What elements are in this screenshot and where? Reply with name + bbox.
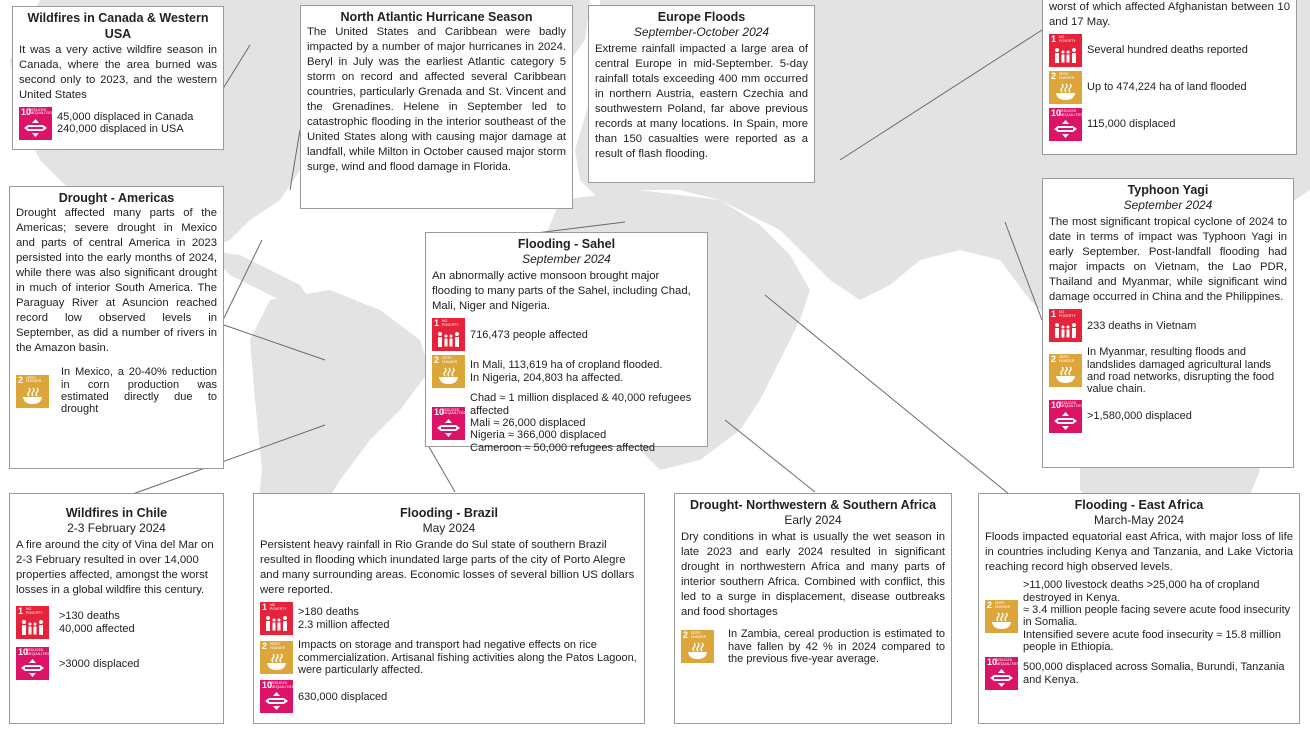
impact-row bbox=[985, 579, 1293, 653]
event-title: Europe Floods bbox=[657, 10, 746, 24]
impact-row bbox=[1049, 71, 1290, 104]
equality-arrows-icon: 10 REDUCED INEQUALITIES bbox=[260, 680, 293, 713]
impact-text: 630,000 displaced bbox=[298, 690, 388, 703]
event-description: An abnormally active monsoon brought major flooding to many parts of the Sahel, including Chad, Mali, Niger and Nigeria. bbox=[432, 270, 691, 313]
impact-text: >130 deaths 40,000 affected bbox=[59, 610, 135, 635]
bowl-icon: 2 ZERO HUNGER bbox=[260, 641, 293, 674]
event-description: It was a very active wildfire season in Canada, where the area burned was second only to 2023, and the western United States bbox=[19, 43, 217, 101]
impact-row bbox=[432, 355, 701, 388]
leader-east-africa bbox=[765, 295, 1010, 495]
impact-row bbox=[19, 107, 217, 140]
impact-row bbox=[16, 606, 217, 639]
impact-text: >3000 displaced bbox=[59, 657, 140, 670]
event-date: September 2024 bbox=[522, 252, 611, 267]
impact-row bbox=[1049, 108, 1290, 141]
bowl-icon: 2 ZERO HUNGER bbox=[1049, 354, 1082, 387]
impact-text: 45,000 displaced in Canada 240,000 displaced in USA bbox=[57, 110, 194, 136]
impact-text: >180 deaths 2.3 million affected bbox=[298, 606, 390, 631]
event-date: March-May 2024 bbox=[1093, 513, 1185, 528]
event-date: Early 2024 bbox=[784, 513, 842, 528]
event-title: Drought- Northwestern & Southern Africa bbox=[689, 498, 937, 512]
impact-text: In Mali, 113,619 ha of cropland flooded. In Nigeria, 204,803 ha affected. bbox=[470, 359, 663, 384]
bowl-icon: 2 ZERO HUNGER bbox=[16, 375, 49, 408]
impact-row bbox=[985, 657, 1293, 690]
event-drought-africa bbox=[674, 493, 952, 724]
event-europe-floods bbox=[588, 5, 815, 183]
impact-text: In Mexico, a 20-40% reduction in corn production was estimated directly due to drought bbox=[61, 366, 217, 416]
impact-text: >1,580,000 displaced bbox=[1087, 409, 1192, 422]
impact-row bbox=[16, 366, 217, 415]
impact-row bbox=[1049, 400, 1287, 433]
event-title: Wildfires in Canada & Western USA bbox=[27, 11, 209, 42]
impact-text: Chad ≈ 1 million displaced & 40,000 refugees affected Mali ≈ 26,000 displaced Nigeria ≈ 366,000 displaced Cameroon ≈ 50,000 refugees affected bbox=[470, 392, 692, 454]
event-description: The United States and Caribbean were badly impacted by a number of major hurricanes in 2024. Beryl in July was the earliest Atlantic category 5 storm on record and affected several Caribbean countries, particularly Grenada and St. Vincent and the Grenadines. Helene in September led to catastrophic flooding in the interior southeast of the United States along with causing major damage at landfall, while Milton in October caused major storm surge, wind and flood damage in Florida. bbox=[307, 26, 566, 174]
impact-row bbox=[1049, 309, 1287, 342]
event-title: Flooding - East Africa bbox=[1074, 498, 1204, 512]
event-date: May 2024 bbox=[422, 521, 476, 536]
event-atlantic-hurricanes bbox=[300, 5, 573, 209]
impact-row bbox=[1049, 346, 1287, 395]
event-title: Drought - Americas bbox=[58, 191, 175, 205]
event-description: Extreme rainfall impacted a large area of central Europe in mid-September. 5-day rainfall totals exceeding 400 mm occurred in northern Austria, eastern Czechia and southwestern Poland, far above previous records at many locations. In Spain, more than 150 casualties were reported as a result of flash flooding. bbox=[595, 43, 808, 161]
impact-row bbox=[260, 602, 638, 635]
impact-row bbox=[1049, 34, 1290, 67]
equality-arrows-icon: 10 REDUCED INEQUALITIES bbox=[432, 407, 465, 440]
event-description: worst of which affected Afghanistan between 10 and 17 May. bbox=[1049, 1, 1290, 29]
impact-row bbox=[432, 318, 701, 351]
event-east-africa-floods bbox=[978, 493, 1300, 724]
event-date: September-October 2024 bbox=[633, 25, 770, 40]
impact-row bbox=[260, 680, 638, 713]
equality-arrows-icon: 10 REDUCED INEQUALITIES bbox=[1049, 400, 1082, 433]
impact-text: >11,000 livestock deaths >25,000 ha of cropland destroyed in Kenya. ≈ 3.4 million people facing severe acute food insecurity in Somalia. Intensified severe acute food insecurity ≈ 15.8 million people in Ethiopia. bbox=[1023, 579, 1291, 653]
people-icon: 1 NO POVERTY bbox=[16, 606, 49, 639]
event-typhoon-yagi bbox=[1042, 178, 1294, 468]
impact-row bbox=[432, 392, 701, 454]
impact-text: Several hundred deaths reported bbox=[1087, 44, 1248, 57]
event-title: Flooding - Sahel bbox=[517, 237, 616, 251]
people-icon: 1 NO POVERTY bbox=[1049, 309, 1082, 342]
impact-text: 115,000 displaced bbox=[1087, 118, 1176, 131]
event-description: Dry conditions in what is usually the wet season in late 2023 and early 2024 resulted in significant drought in northwestern Africa and many parts of interior southern Africa. Combined with conflict, this led to a surge in displacement, disease outbreaks and food shortages bbox=[681, 531, 945, 619]
event-canada-wildfires bbox=[12, 6, 224, 150]
impact-text: 716,473 people affected bbox=[470, 328, 588, 341]
event-title: Flooding - Brazil bbox=[400, 506, 498, 520]
equality-arrows-icon: 10 REDUCED INEQUALITIES bbox=[19, 107, 52, 140]
people-icon: 1 NO POVERTY bbox=[260, 602, 293, 635]
event-brazil-floods bbox=[253, 493, 645, 724]
event-title: Typhoon Yagi bbox=[1127, 183, 1209, 197]
impact-row bbox=[260, 639, 638, 676]
impact-text: In Zambia, cereal production is estimated to have fallen by 42 % in 2024 compared to the previous five-year average. bbox=[728, 628, 945, 665]
impact-text: 500,000 displaced across Somalia, Burundi, Tanzania and Kenya. bbox=[1023, 661, 1285, 686]
leader-drought-africa bbox=[725, 420, 815, 492]
event-title: Wildfires in Chile bbox=[65, 506, 168, 520]
event-title: North Atlantic Hurricane Season bbox=[340, 10, 533, 24]
event-description: Floods impacted equatorial east Africa, with major loss of life in countries including Kenya and Tanzania, and Lake Victoria reaching record high observed levels. bbox=[985, 531, 1293, 574]
impact-text: 233 deaths in Vietnam bbox=[1087, 319, 1197, 332]
event-description: A fire around the city of Vina del Mar on 2-3 February resulted in over 14,000 properties affected, amongst the worst losses in a global wildfire this century. bbox=[16, 539, 214, 597]
event-drought-americas bbox=[9, 186, 224, 469]
event-afghanistan-floods bbox=[1042, 0, 1297, 155]
impact-text: Impacts on storage and transport had negative effects on rice commercialization. Artisanal fishing activities along the Patos Lagoon, were particularly affected. bbox=[298, 639, 637, 676]
impact-row bbox=[16, 647, 217, 680]
impact-text: Up to 474,224 ha of land flooded bbox=[1087, 81, 1247, 94]
event-chile-wildfires bbox=[9, 493, 224, 724]
event-date: September 2024 bbox=[1123, 198, 1213, 213]
event-description: Persistent heavy rainfall in Rio Grande do Sul state of southern Brazil resulted in flooding which inundated large parts of the city of Porto Alegre and many surrounding areas. Economic losses of several billion US dollars were reported. bbox=[260, 539, 635, 597]
bowl-icon: 2 ZERO HUNGER bbox=[432, 355, 465, 388]
equality-arrows-icon: 10 REDUCED INEQUALITIES bbox=[16, 647, 49, 680]
impact-row bbox=[681, 628, 945, 665]
event-sahel-floods bbox=[425, 232, 708, 454]
bowl-icon: 2 ZERO HUNGER bbox=[681, 630, 714, 663]
event-description: The most significant tropical cyclone of 2024 to date in terms of impact was Typhoon Yagi in early September. Post-landfall flooding had major impacts on Vietnam, the Lao PDR, Thailand and Myanmar, while significant wind damage occurred in China and the Philippines. bbox=[1049, 216, 1287, 304]
people-icon: 1 NO POVERTY bbox=[432, 318, 465, 351]
event-description: Drought affected many parts of the Americas; severe drought in Mexico and parts of central America in 2023 persisted into the early months of 2024, while there was also significant drought in much of interior South America. The Paraguay River at Asuncion reached record low observed levels in September, as did a number of rivers in the Amazon basin. bbox=[16, 207, 217, 355]
event-date: 2-3 February 2024 bbox=[67, 521, 166, 536]
impact-text: In Myanmar, resulting floods and landslides damaged agricultural lands and road networks, disrupting the food value chain. bbox=[1087, 346, 1275, 396]
bowl-icon: 2 ZERO HUNGER bbox=[985, 600, 1018, 633]
equality-arrows-icon: 10 REDUCED INEQUALITIES bbox=[1049, 108, 1082, 141]
people-icon: 1 NO POVERTY bbox=[1049, 34, 1082, 67]
equality-arrows-icon: 10 REDUCED INEQUALITIES bbox=[985, 657, 1018, 690]
bowl-icon: 2 ZERO HUNGER bbox=[1049, 71, 1082, 104]
